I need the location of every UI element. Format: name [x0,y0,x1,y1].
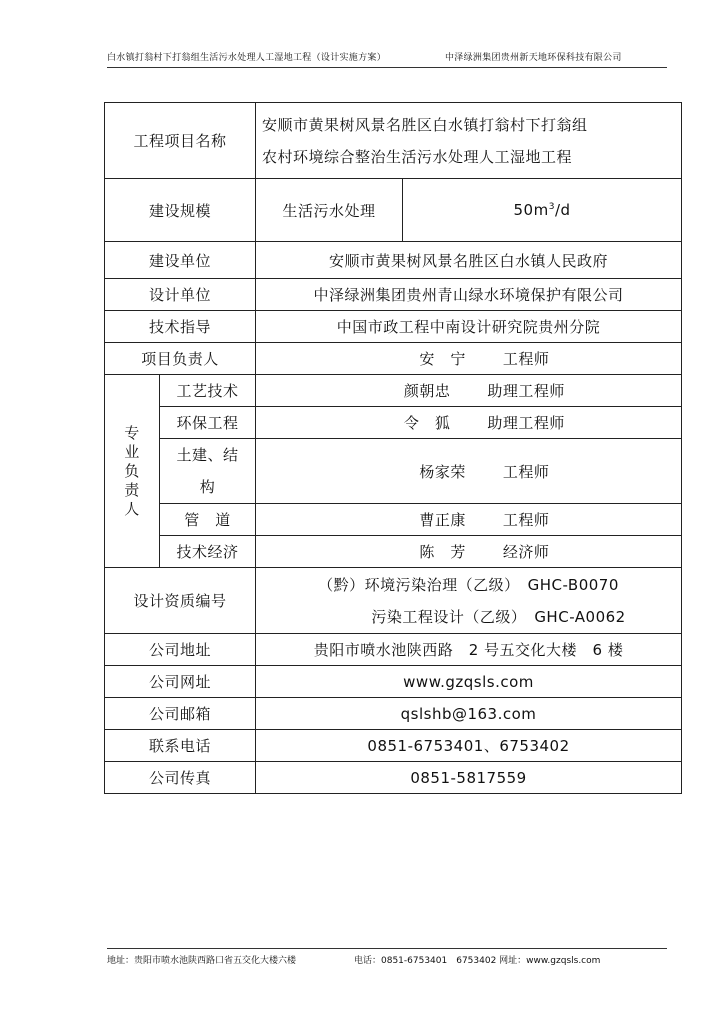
row-scale [105,179,682,242]
specialist-name: 颜朝忠 [403,382,451,400]
row-specialist [105,439,682,504]
row-project-manager [105,343,682,375]
row-specialist [105,407,682,439]
specialist-title: 工程师 [502,462,550,481]
designer-label: 设计单位 [105,279,256,311]
header-divider [107,67,667,68]
row-website [105,666,682,698]
specialist-title: 助理工程师 [487,382,565,400]
specialist-name: 曹正康 [419,511,466,529]
row-specialist [105,536,682,568]
scale-unit: /d [554,201,571,219]
row-specialist [105,375,682,407]
phone-value: 0851-6753401、6753402 [256,730,682,762]
scale-item: 生活污水处理 [256,179,403,242]
specialist-name: 令 狐 [403,414,451,432]
specialist-field-line1: 土建、结 [176,446,239,464]
fax-label: 公司传真 [105,762,256,794]
specialist-value [256,375,682,407]
pm-value [256,343,682,375]
row-project-name [105,103,682,179]
row-qualification [105,568,682,634]
specialist-name: 杨家荣 [419,462,466,481]
address-label: 公司地址 [105,634,256,666]
specialist-name: 陈 芳 [419,543,466,561]
row-designer [105,279,682,311]
specialist-title: 助理工程师 [487,414,565,432]
pm-title: 工程师 [502,350,550,368]
builder-label: 建设单位 [105,242,256,279]
row-tech-guide [105,311,682,343]
qualification-label: 设计资质编号 [105,568,256,634]
specialist-value [256,407,682,439]
specialist-field: 工艺技术 [160,375,256,407]
email-value: qslshb@163.com [256,698,682,730]
specialist-field-line2: 构 [199,478,216,496]
specialist-field: 管 道 [160,504,256,536]
specialist-value [256,536,682,568]
builder-value: 安顺市黄果树风景名胜区白水镇人民政府 [256,242,682,279]
specialist-field: 环保工程 [160,407,256,439]
footer-address: 地址：贵阳市喷水池陕西路口省五交化大楼六楼 [107,956,297,966]
qualification-value [256,568,682,634]
scale-label: 建设规模 [105,179,256,242]
project-name-label: 工程项目名称 [105,103,256,179]
row-address [105,634,682,666]
phone-label: 联系电话 [105,730,256,762]
scale-number: 50m [513,201,549,219]
scale-value [403,179,682,242]
header-company: 中泽绿洲集团贵州新天地环保科技有限公司 [445,53,622,63]
project-name-value [256,103,682,179]
website-label: 公司网址 [105,666,256,698]
footer-divider [107,948,667,949]
address-value: 贵阳市喷水池陕西路 2 号五交化大楼 6 楼 [256,634,682,666]
project-name-line2: 农村环境综合整治生活污水处理人工湿地工程 [262,147,573,166]
specialist-field [160,439,256,504]
qualification-line2: 污染工程设计（乙级） GHC-A0062 [371,607,626,626]
specialist-title: 工程师 [502,511,550,529]
row-fax [105,762,682,794]
footer-contact: 电话：0851-6753401 6753402 网址：www.gzqsls.com [354,956,601,966]
scale-superscript: 3 [548,202,555,212]
qualification-line1: （黔）环境污染治理（乙级） GHC-B0070 [318,575,619,594]
designer-value: 中泽绿洲集团贵州青山绿水环境保护有限公司 [256,279,682,311]
project-info-table [104,102,682,794]
specialist-title: 经济师 [502,543,550,561]
row-specialist [105,504,682,536]
pm-name: 安 宁 [419,350,466,368]
row-email [105,698,682,730]
specialist-value [256,439,682,504]
email-label: 公司邮箱 [105,698,256,730]
header-document-title: 白水镇打翁村下打翁组生活污水处理人工湿地工程（设计实施方案） [107,53,387,63]
specialist-value [256,504,682,536]
specialists-label [105,375,160,568]
pm-label: 项目负责人 [105,343,256,375]
project-name-line1: 安顺市黄果树风景名胜区白水镇打翁村下打翁组 [262,115,588,134]
website-value: www.gzqsls.com [256,666,682,698]
row-builder [105,242,682,279]
row-phone [105,730,682,762]
fax-value: 0851-5817559 [256,762,682,794]
tech-guide-label: 技术指导 [105,311,256,343]
specialist-field: 技术经济 [160,536,256,568]
specialists-label-text: 专业负责人 [124,423,140,518]
tech-guide-value: 中国市政工程中南设计研究院贵州分院 [256,311,682,343]
